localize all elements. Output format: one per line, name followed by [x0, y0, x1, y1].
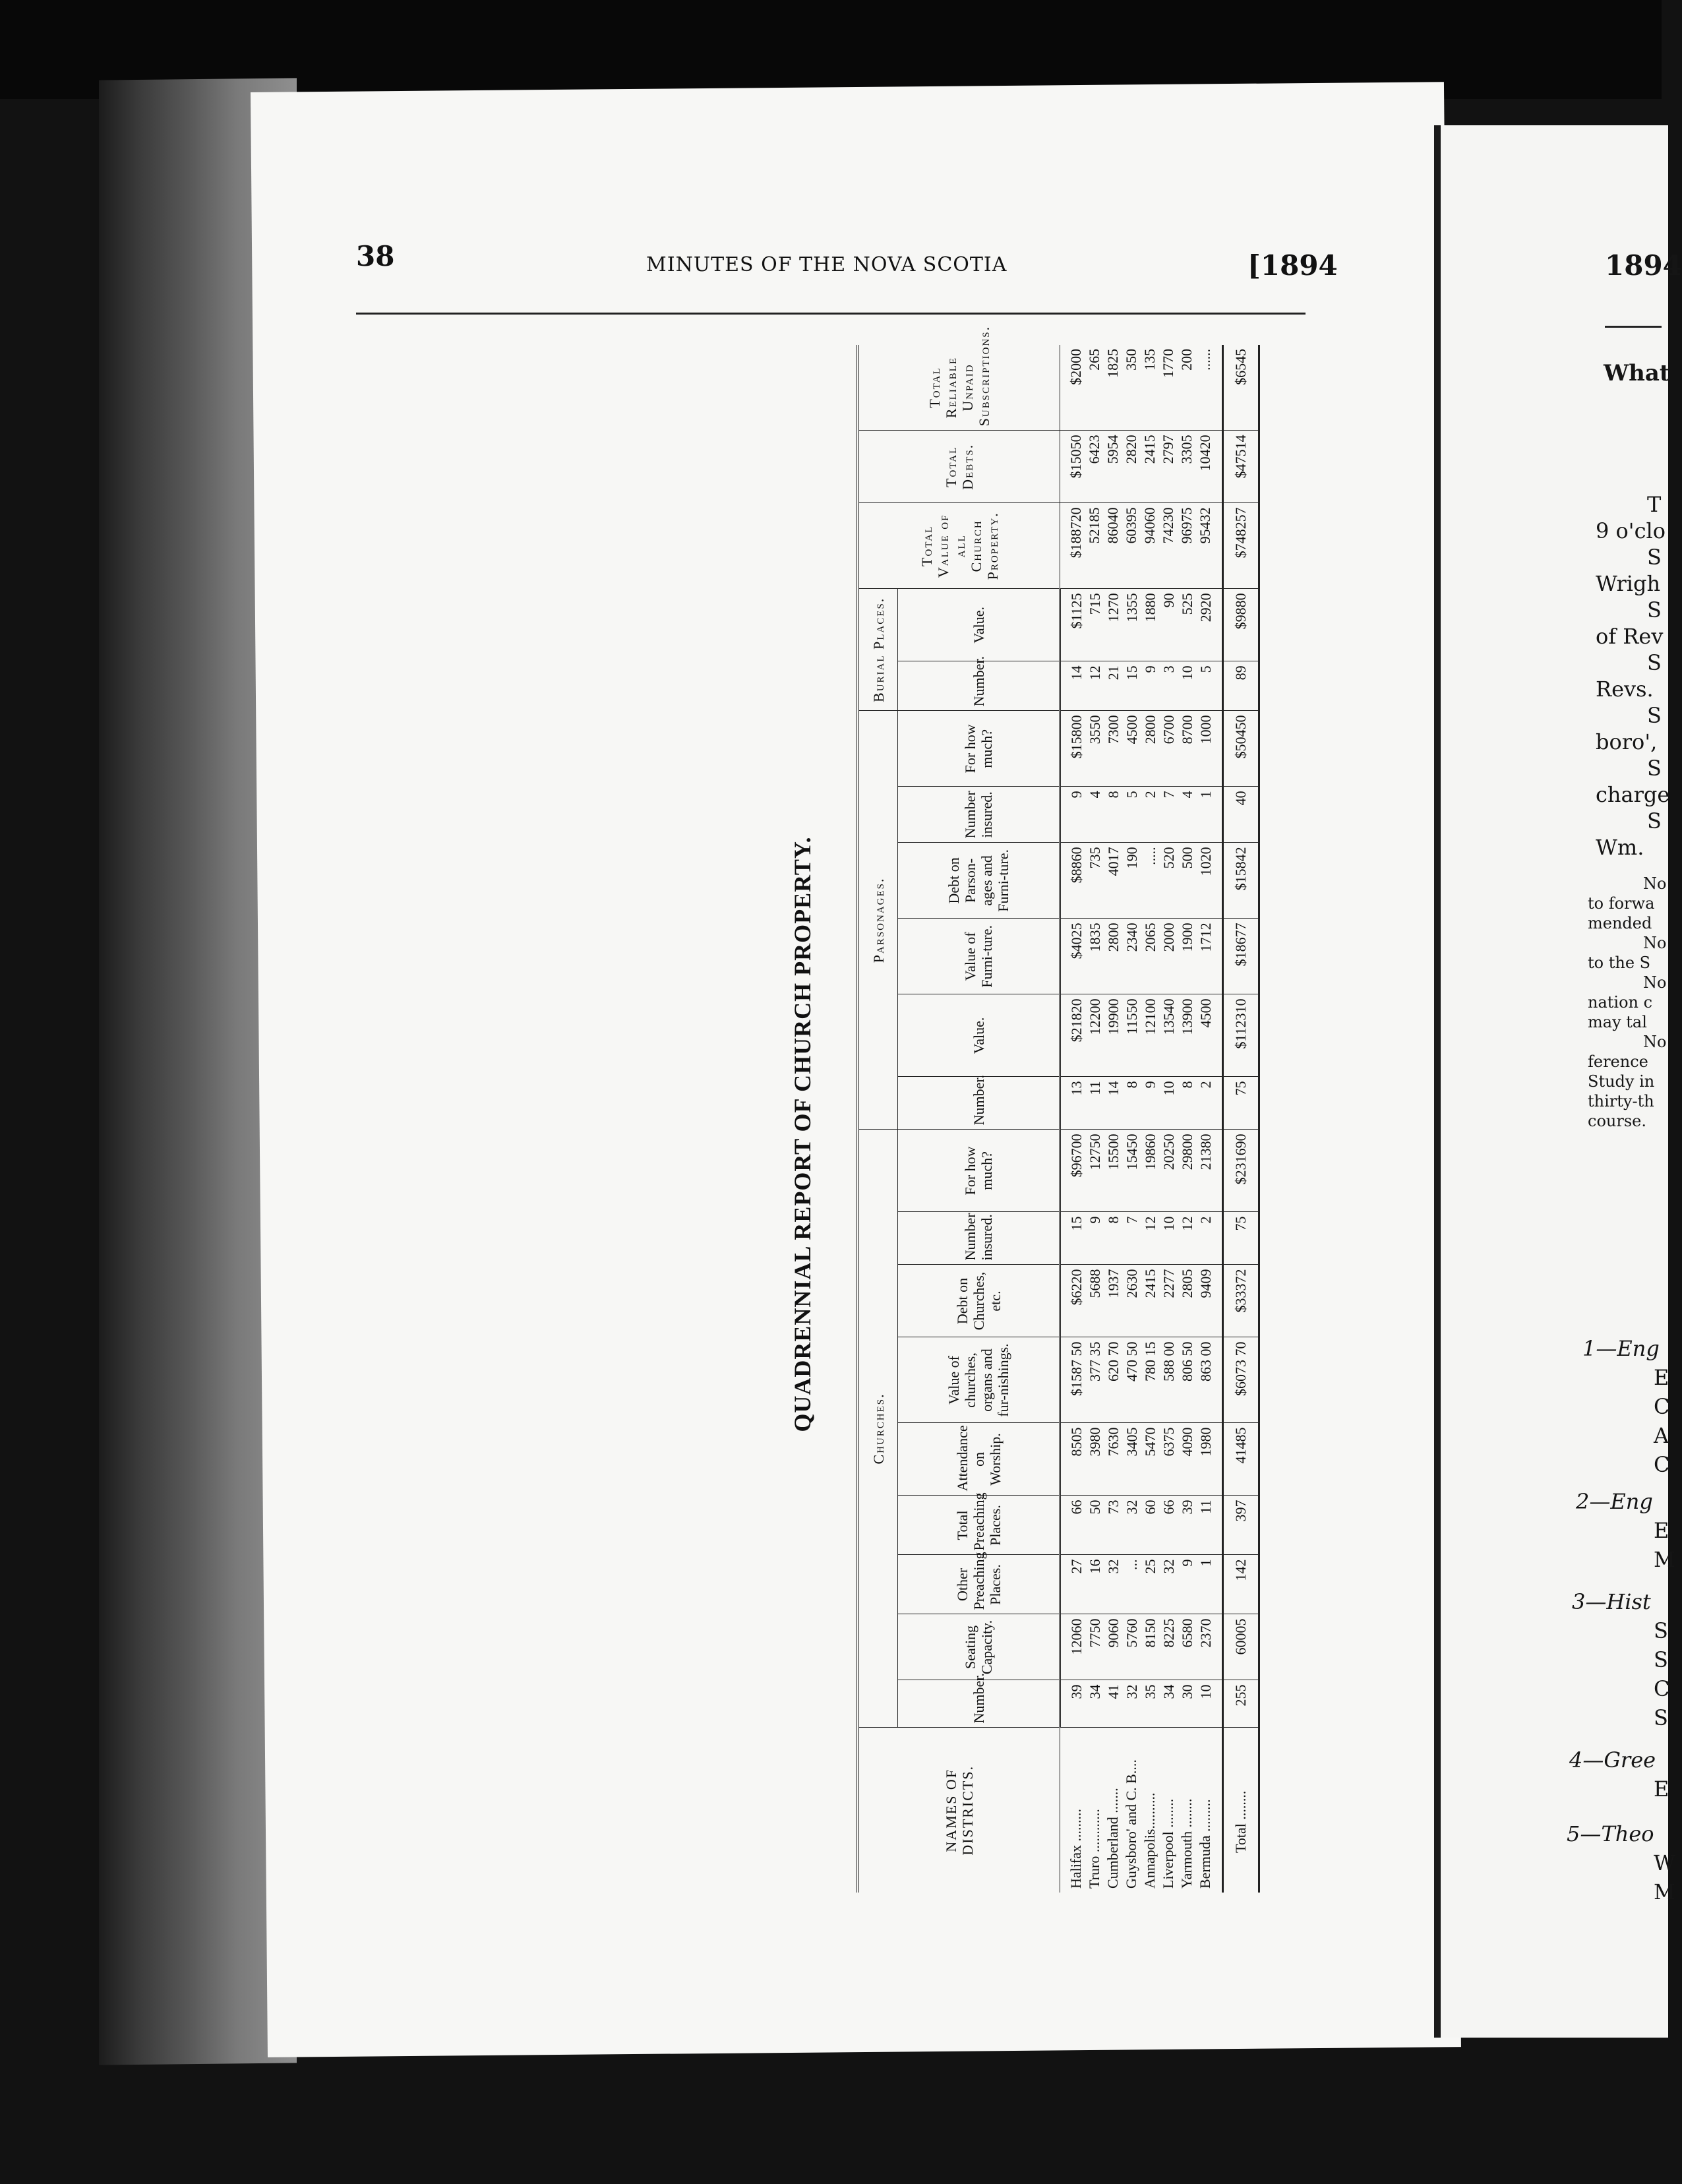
total-parsonage-for-how-much: $50450: [1223, 711, 1259, 787]
right-page-note: No: [1643, 874, 1667, 893]
seating-cell: 12060 7750 9060 5760 8150 8225 6580 2370: [1060, 1614, 1223, 1680]
total-debt-churches: $33372: [1223, 1265, 1259, 1337]
right-page-section: 2—Eng: [1576, 1489, 1653, 1514]
table-row: [1060, 345, 1223, 1893]
right-page-note: to the S: [1588, 954, 1651, 972]
attendance-cell: 8505 3980 7630 3405 5470 6375 4090 1980: [1060, 1423, 1223, 1496]
parsonage-number-insured-cell: 9 4 8 5 2 7 4 1: [1060, 787, 1223, 843]
right-page-note: mended: [1588, 914, 1652, 932]
col-header-parsonage-value: Value.: [898, 994, 1060, 1077]
church-property-table: [856, 325, 1260, 1893]
total-value-organs: $6073 70: [1223, 1337, 1259, 1423]
header-year: [1894: [1247, 249, 1338, 282]
col-header-parsonage-debt: Debt on Parson-ages and Furni-ture.: [898, 843, 1060, 919]
page-number: 38: [356, 240, 395, 272]
right-page-letter: S: [1654, 1705, 1668, 1730]
total-attendance: 41485: [1223, 1423, 1259, 1496]
rotated-table-block: [781, 325, 1348, 1893]
running-head: MINUTES OF THE NOVA SCOTIA: [646, 253, 1007, 276]
total-burial-number: 89: [1223, 661, 1259, 711]
col-header-number: Number.: [898, 1680, 1060, 1728]
total-unpaid-cell: $2000 265 1825 350 135 1770 200 ......: [1060, 345, 1223, 431]
right-page-section: 1—Eng: [1582, 1336, 1660, 1361]
col-header-total-value: Total Value of all Church Property.: [858, 503, 1060, 589]
total-for-how-much: $231690: [1223, 1130, 1259, 1212]
total-total-preaching: 397: [1223, 1496, 1259, 1555]
right-page-letter: C: [1654, 1452, 1670, 1477]
total-burial-value: $9880: [1223, 589, 1259, 661]
col-header-total-unpaid: Total Reliable Unpaid Subscriptions.: [858, 345, 1060, 431]
right-page-line: 9 o'clo: [1596, 518, 1666, 543]
right-page-section: 5—Theo: [1567, 1821, 1654, 1846]
right-page-note: may tal: [1588, 1013, 1647, 1031]
right-page-letter: C: [1654, 1394, 1670, 1419]
for-how-much-cell: $96700 12750 15500 15450 19860 20250 29800 21380: [1060, 1130, 1223, 1212]
total-parsonage-debt: $15842: [1223, 843, 1259, 919]
total-parsonage-value-furniture: $18677: [1223, 919, 1259, 994]
right-page-note: course.: [1588, 1112, 1646, 1130]
total-total-unpaid: $6545: [1223, 345, 1259, 431]
right-page-line: of Rev: [1596, 624, 1664, 649]
right-page-letter: C: [1654, 1676, 1670, 1701]
other-preaching-cell: 27 16 32 ... 25 32 9 1: [1060, 1555, 1223, 1614]
right-page-note: No: [1643, 934, 1667, 952]
col-header-total-debts: Total Debts.: [858, 431, 1060, 503]
col-header-parsonage-for-how-much: For how much?: [898, 711, 1060, 787]
churches-group-header: Churches.: [858, 1130, 898, 1728]
table-title: QUADRENNIAL REPORT OF CHURCH PROPERTY.: [789, 836, 816, 1432]
burial-number-cell: 14 12 21 15 9 3 10 5: [1060, 661, 1223, 711]
parsonage-for-how-much-cell: $15800 3550 7300 4500 2800 6700 8700 1000: [1060, 711, 1223, 787]
header-rule: [356, 313, 1306, 315]
total-number-insured: 75: [1223, 1212, 1259, 1265]
burial-value-cell: $1125 715 1270 1355 1880 90 525 2920: [1060, 589, 1223, 661]
right-page-year: 1894: [1605, 249, 1682, 282]
col-header-debt-churches: Debt on Churches, etc.: [898, 1265, 1060, 1337]
district-header: NAMES OF DISTRICTS.: [858, 1728, 1060, 1893]
right-page-letter: W: [1654, 1850, 1675, 1875]
right-page-line: T: [1647, 492, 1662, 517]
col-header-parsonage-number-insured: Number insured.: [898, 787, 1060, 843]
right-page-note: nation c: [1588, 993, 1653, 1012]
right-page-line: Revs.: [1596, 677, 1654, 702]
total-other-preaching: 142: [1223, 1555, 1259, 1614]
right-page-line: Wm.: [1596, 835, 1644, 860]
total-parsonage-value: $112310: [1223, 994, 1259, 1077]
total-label: Total ........: [1223, 1728, 1259, 1893]
right-page-line: S: [1647, 808, 1662, 834]
col-header-burial-value: Value.: [898, 589, 1060, 661]
district-names-cell: Halifax ......... Truro ............ Cumberland ....... Guysboro' and C. B.... Annapolis.......... Liverpool ........ Yarmouth ........ Bermuda .........: [1067, 1759, 1213, 1889]
right-page-line: Wrigh: [1596, 571, 1661, 596]
parsonage-value-cell: $21820 12200 19900 11550 12100 13540 13900 4500: [1060, 994, 1223, 1077]
col-header-value-organs: Value of churches, organs and fur-nishings.: [898, 1337, 1060, 1423]
col-header-parsonage-value-furniture: Value of Furni-ture.: [898, 919, 1060, 994]
parsonage-debt-cell: $8860 735 4017 190 ..... 520 500 1020: [1060, 843, 1223, 919]
right-page-note: thirty-th: [1588, 1092, 1654, 1110]
right-page-line: S: [1647, 650, 1662, 675]
col-header-parsonage-number: Number.: [898, 1077, 1060, 1130]
col-header-total-preaching: Total Preaching Places.: [898, 1496, 1060, 1555]
total-preaching-cell: 66 50 73 32 60 66 39 11: [1060, 1496, 1223, 1555]
right-page-line: charge: [1596, 782, 1670, 807]
col-header-number-insured: Number insured.: [898, 1212, 1060, 1265]
col-header-for-how-much: For how much?: [898, 1130, 1060, 1212]
right-page-section: 3—Hist: [1572, 1589, 1651, 1614]
right-page-letter: M: [1654, 1547, 1675, 1572]
total-seating: 60005: [1223, 1614, 1259, 1680]
right-page-letter: S: [1654, 1647, 1668, 1672]
right-page-rule: [1605, 326, 1662, 328]
right-page-line: S: [1647, 545, 1662, 570]
total-parsonage-number-insured: 40: [1223, 787, 1259, 843]
col-header-other-preaching: Other Preaching Places.: [898, 1555, 1060, 1614]
debt-churches-cell: $6220 5688 1937 2630 2415 2277 2805 9409: [1060, 1265, 1223, 1337]
right-page-note: ference: [1588, 1052, 1648, 1071]
value-organs-cell: $1587 50 377 35 620 70 470 50 780 15 588 00 806 50 863 00: [1060, 1337, 1223, 1423]
right-page-letter: E: [1654, 1365, 1669, 1390]
right-page-letter: S: [1654, 1618, 1668, 1643]
right-page-letter: E: [1654, 1518, 1669, 1543]
right-page-heading: What: [1604, 360, 1670, 386]
total-total-debts: $47514: [1223, 431, 1259, 503]
col-header-seating: Seating Capacity.: [898, 1614, 1060, 1680]
right-page-letter: M: [1654, 1879, 1675, 1904]
right-page-line: S: [1647, 756, 1662, 781]
right-page-letter: E: [1654, 1776, 1669, 1802]
right-page-line: S: [1647, 597, 1662, 622]
total-debts-cell: $15050 6423 5954 2820 2415 2797 3305 10420: [1060, 431, 1223, 503]
col-header-attendance: Attendance on Worship.: [898, 1423, 1060, 1496]
col-header-burial-number: Number.: [898, 661, 1060, 711]
total-number: 255: [1223, 1680, 1259, 1728]
number-insured-cell: 15 9 8 7 12 10 12 2: [1060, 1212, 1223, 1265]
total-row: [1223, 345, 1259, 1893]
total-total-value: $748257: [1223, 503, 1259, 589]
right-page-line: S: [1647, 703, 1662, 728]
right-page-note: No: [1643, 1033, 1667, 1051]
right-page-letter: A: [1654, 1423, 1669, 1448]
parsonage-value-furniture-cell: $4025 1835 2800 2340 2065 2000 1900 1712: [1060, 919, 1223, 994]
burial-group-header: Burial Places.: [858, 589, 898, 711]
right-page-note: Study in: [1588, 1072, 1655, 1091]
parsonage-number-cell: 13 11 14 8 9 10 8 2: [1060, 1077, 1223, 1130]
right-page-line: boro',: [1596, 729, 1658, 754]
number-cell: 39 34 41 32 35 34 30 10: [1060, 1680, 1223, 1728]
total-value-cell: $188720 52185 86040 60395 94060 74230 96975 95432: [1060, 503, 1223, 589]
right-page-note: No: [1643, 973, 1667, 992]
right-page-section: 4—Gree: [1569, 1747, 1656, 1773]
right-page-note: to forwa: [1588, 894, 1655, 913]
parsonages-group-header: Parsonages.: [858, 711, 898, 1130]
total-parsonage-number: 75: [1223, 1077, 1259, 1130]
